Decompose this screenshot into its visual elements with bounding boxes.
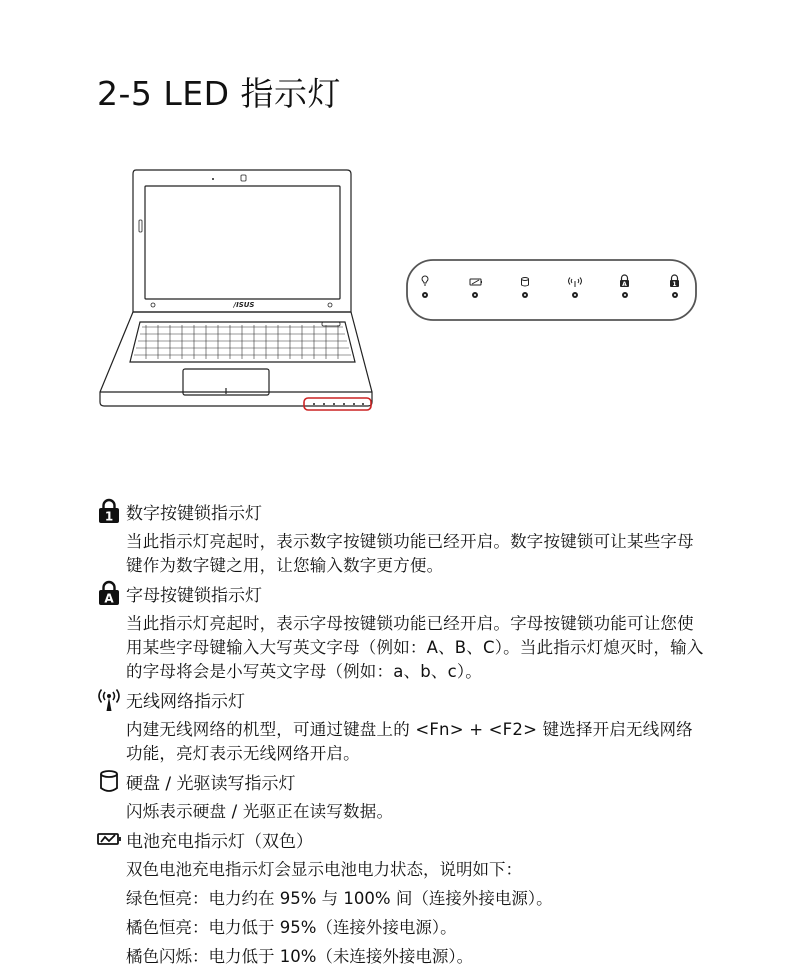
section-body: 当此指示灯亮起时，表示数字按键锁功能已经开启。数字按键锁可让某些字母键作为数字键之用，让您输入数字更方便。: [126, 532, 694, 575]
heading-text: 硬盘 / 光驱读写指示灯: [126, 773, 296, 794]
section-heading-wireless: [96, 686, 245, 712]
section-body: 当此指示灯亮起时，表示字母按键锁功能已经开启。字母按键锁功能可让您使用某些字母键输入大写英文字母（例如：A、B、C）。当此指示灯熄灭时，输入的字母将会是小写英文字母（例如：a、b、c）。: [126, 614, 704, 681]
section-body: 内建无线网络的机型，可通过键盘上的 <Fn> + <F2> 键选择开启无线网络功能，亮灯表示无线网络开启。: [126, 720, 693, 763]
svg-text:A: A: [622, 281, 627, 288]
laptop-logo: /ISUS: [233, 301, 255, 309]
battery-status-orange-blinking: 橘色闪烁：电力低于 10%（未连接外接电源）。: [126, 947, 474, 966]
heading-text: 字母按键锁指示灯: [126, 585, 262, 606]
led-indicator-panel: [406, 259, 698, 323]
section-heading-caps-lock: [96, 580, 262, 606]
heading-text: 数字按键锁指示灯: [126, 503, 262, 524]
svg-text:1: 1: [672, 281, 677, 288]
battery-description: 双色电池充电指示灯会显示电池电力状态，说明如下：: [126, 860, 522, 879]
section-heading-hdd: [96, 768, 296, 794]
heading-text: 无线网络指示灯: [126, 691, 245, 712]
section-body: 闪烁表示硬盘 / 光驱正在读写数据。: [126, 802, 394, 821]
caps-lock-icon: [96, 580, 122, 606]
wireless-icon: [96, 686, 122, 712]
page-title: 2-5 LED 指示灯: [97, 74, 342, 113]
hdd-icon: [96, 768, 122, 794]
heading-text: 电池充电指示灯（双色）: [126, 831, 313, 852]
section-heading-num-lock: [96, 498, 262, 524]
laptop-illustration: [96, 166, 386, 416]
battery-status-green: 绿色恒亮：电力约在 95% 与 100% 间（连接外接电源）。: [126, 889, 553, 908]
svg-text:1: 1: [104, 509, 114, 524]
svg-text:A: A: [104, 591, 114, 606]
num-lock-icon: [96, 498, 122, 524]
section-heading-battery: [96, 826, 313, 852]
battery-icon: [96, 826, 122, 852]
battery-status-orange: 橘色恒亮：电力低于 95%（连接外接电源）。: [126, 918, 457, 937]
